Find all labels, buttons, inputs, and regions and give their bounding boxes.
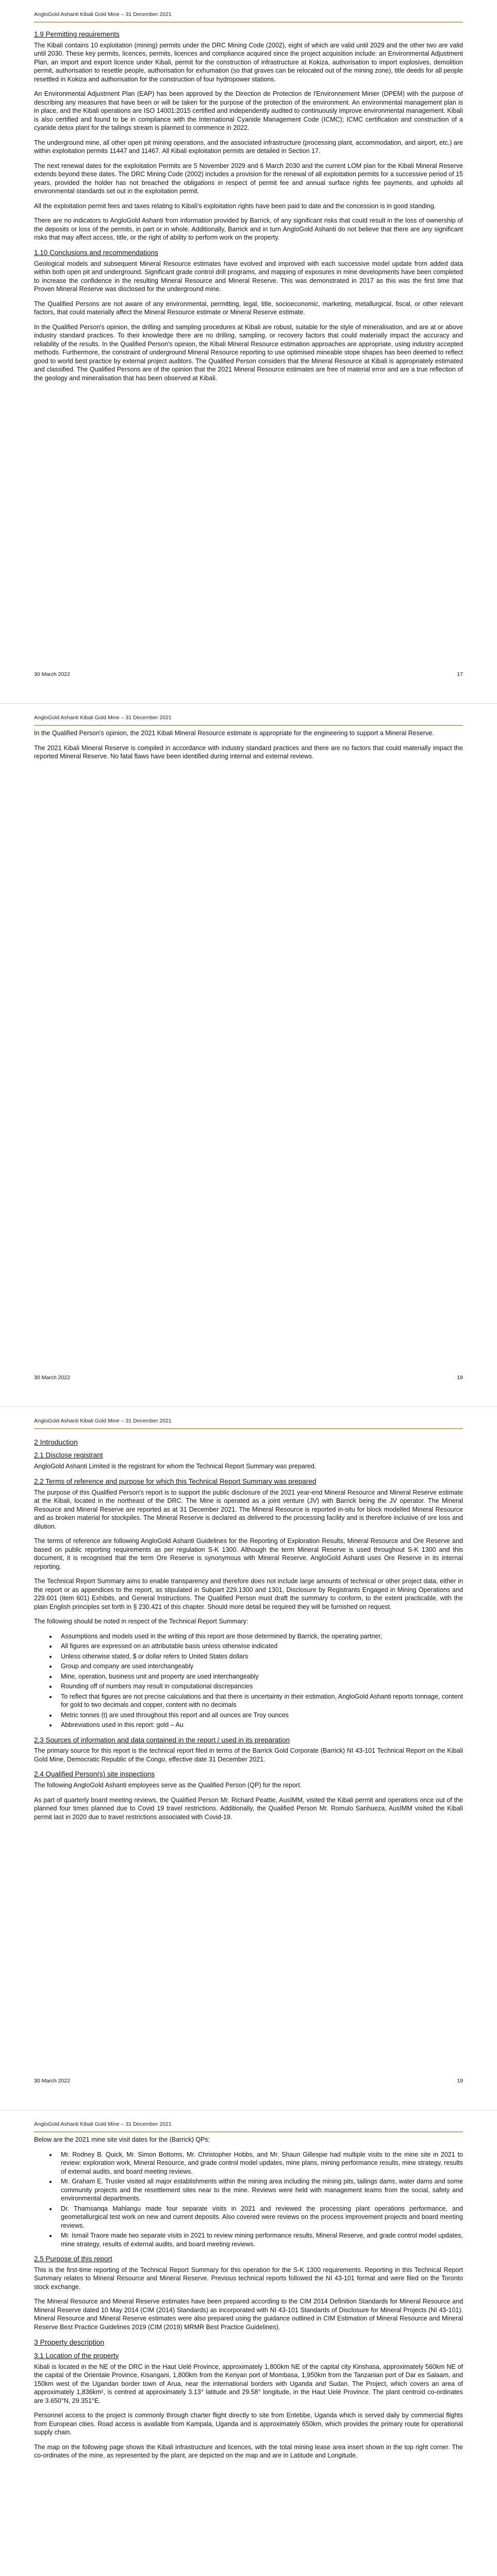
paragraph: The map on the following page shows the Kibali infrastructure and licences, with the total mining lease area insert shown in the top right corner. The co-ordinates of the mine, as represented by the plant, are depicted on the map and are in Latitude and Longitude.	[34, 2443, 463, 2460]
bullet-item: • Assumptions and models used in the writing of this report are those determined by Barrick, the operating partner,	[57, 1632, 463, 1641]
page-header: AngloGold Ashanti Kibali Gold Mine – 31 December 2021	[34, 11, 172, 18]
paragraph: Personnel access to the project is commonly through charter flight directly to site from Entebbe, Uganda which is served daily by commercial flights from European cities. Road access is available from Kampala, Uganda and is approximately 650km, which provides the primary route for operational supply chain.	[34, 2412, 463, 2436]
paragraph: The next renewal dates for the exploitation Permits are 5 November 2029 and 6 March 2030 and the current LOM plan for the Kibali Mineral Reserve extends beyond these dates. The DRC Mining Code (2002) includes a provision for the renewal of all exploitation permits for a successive period of 15 years, provided the holder has not breached the obligations in respect of permit fee and annual surface rights fee payments, and upholds all environmental standards set out in the exploitation permit.	[34, 162, 463, 195]
page-header: AngloGold Ashanti Kibali Gold Mine – 31 December 2021	[34, 1418, 172, 1424]
paragraph: The underground mine, all other open pit mining operations, and the associated infrastructure (processing plant, accommodation, and airport, etc.) are within exploitation permits 11447 and 11467. All Kibali exploitation permits are detailed in Section 17.	[34, 139, 463, 155]
paragraph: The primary source for this report is the technical report filed in terms of the Barrick Gold Corporate (Barrick) NI 43-101 Technical Report on the Kibali Gold Mine, Democratic Republic of the Congo, effective date 31 December 2021.	[34, 1747, 463, 1763]
page-header: AngloGold Ashanti Kibali Gold Mine – 31 December 2021	[34, 715, 172, 721]
document-page	[0, 2110, 497, 2576]
section-heading: 1.10 Conclusions and recommendations	[34, 248, 158, 257]
page-separator	[0, 703, 497, 704]
bullet-item: • Group and company are used interchangeably	[57, 1662, 463, 1671]
header-rule	[34, 725, 463, 726]
page-content	[34, 26, 463, 388]
paragraph: As part of quarterly board meeting reviews, the Qualified Person Mr. Richard Peattie, AusIMM, visited the Kibali permit and operations once out of the planned four times planned due to Covid 19 travel restrictions. Additionally, the Qualified Person Mr. Romulo Sanhueza, AusIMM visited the Kibali permit last in 2020 due to travel restrictions associated with Covid-19.	[34, 1796, 463, 1821]
page-header: AngloGold Ashanti Kibali Gold Mine – 31 December 2021	[34, 2121, 172, 2127]
paragraph: AngloGold Ashanti Limited is the registrant for whom the Technical Report Summary was prepared.	[34, 1463, 317, 1470]
paragraph: The following AngloGold Ashanti employees serve as the Qualified Person (QP) for the report.	[34, 1782, 302, 1789]
paragraph: The Mineral Resource and Mineral Reserve estimates have been prepared according to the CIM 2014 Definition Standards for Mineral Resource and Mineral Reserve dated 10 May 2014 (CIM (2014) Standards) as incorporated with NI 43-101 Standards of Disclosure for Mineral Projects (NI 43-101). Mineral Resource and Mineral Reserve estimates were also prepared using the guidance outlined in CIM Estimation of Mineral Resource and Mineral Reserve Best Practice Guidelines 2019 (CIM (2019) MRMR Best Practice Guidelines).	[34, 2298, 463, 2331]
document-page	[0, 0, 497, 703]
footer-date: 30 March 2022	[34, 2078, 71, 2084]
paragraph: An Environmental Adjustment Plan (EAP) has been approved by the Direction de Protection de l'Environnement Minier (DPEM) with the purpose of describing any measures that have been or will be taken for the purpose of the protection of the environment. An environmental management plan is in place, and the Kibali operations are ISO 14001:2015 certified and independently audited to continuously improve environmental management. Kibali is also certified and found to be in compliance with the International Cyanide Management Code (ICMC); ICMC certification and construction of a cyanide detox plant for the tailings stream is planned to commence in 2022.	[34, 90, 463, 132]
paragraph: All the exploitation permit fees and taxes relating to Kibali's exploitation rights have been paid to date and the concession is in good standing.	[34, 202, 436, 210]
bullet-list	[34, 1632, 463, 1730]
paragraph: There are no indicators to AngloGold Ashanti from information provided by Barrick, of any significant risks that could result in the loss of ownership of the deposits or loss of the permits, in part or in whole. Additionally, Barrick and in turn AngloGold Ashanti do not believe that there are any significant risks that may affect access, title, or the right of ability to perform work on the property.	[34, 217, 463, 242]
section-heading: 2.2 Terms of reference and purpose for which this Technical Report Summary was prepared	[34, 1477, 317, 1485]
page-content	[34, 1432, 463, 1827]
paragraph: The Kibali contains 10 exploitation (mining) permits under the DRC Mining Code (2002), eight of which are valid until 2029 and the other two are valid until 2030. These key permits, licences, permits, licences and compliance acquired since the project acquisition include: an Environmental Adjustment Plan, an import and export licence under Kibali, permit for the construction of infrastructure at Kokiza, authorisation to import explosives, demolition permit, authorisation to resettle people, authorisation for exhumation (so that graves can be relocated out of the mining zone), title deeds for all people resettled in Kokiza and authorisation for the construction of four hydropower stations.	[34, 41, 463, 83]
section-heading: 1.9 Permitting requirements	[34, 30, 120, 38]
bullet-item: • Mine, operation, business unit and property are used interchangeably	[57, 1672, 463, 1681]
header-rule	[34, 2131, 463, 2132]
paragraph: This is the first-time reporting of the Technical Report Summary for this operation for the S-K 1300 requirements. Reporting in this Technical Report Summary relates to Mineral Resource and Mineral Reserve. Previous technical reports followed the NI 43-101 format and were filed on the Toronto stock exchange.	[34, 2266, 463, 2291]
bullet-item: • Mr. Rodney B. Quick, Mr. Simon Bottoms, Mr. Christopher Hobbs, and Mr. Shaun Gillespie had multiple visits to the mine site in 2021 to review: exploration work, Mineral Resource, and grade control model updates, mine plans, mining performance results, mine strategy, results of external audits, and board meeting reviews.	[57, 2150, 463, 2176]
bullet-item: • Abbreviations used in this report: gold – Au	[57, 1721, 463, 1730]
header-rule	[34, 22, 463, 23]
bullet-item: • Mr. Graham E. Trusler visited all major establishments within the mining area including the mining pits, tailings dams, water dams and some community projects and the resettlement sites near to the mine. Reviews were held with management teams from the social, safety and environmental departments.	[57, 2177, 463, 2203]
paragraph: The Technical Report Summary aims to enable transparency and therefore does not include large amounts of technical or other project data, either in the report or as appendices to the report, as stipulated in Subpart 229.1300 and 1301, Disclosure by Registrants Engaged in Mining Operations and 229.601 (item 601) Exhibits, and General Instructions. The Qualified Person must draft the summary to conform, to the extent practicable, with the plain English principles set forth in § 230.421 of this chapter. Should more detail be required they will be furnished on request.	[34, 1578, 463, 1611]
document-page	[0, 1406, 497, 2110]
paragraph: The terms of reference are following AngloGold Ashanti Guidelines for the Reporting of Exploration Results, Mineral Resource and Ore Reserve and based on public reporting requirements as per regulation S-K 1300. Although the term Mineral Reserve is used throughout S-K 1300 and this document, it is recognised that the term Ore Reserve is synonymous with Mineral Reserve. AngloGold Ashanti uses Ore Reserve in its internal reporting.	[34, 1537, 463, 1570]
paragraph: The 2021 Kibali Mineral Reserve is compiled in accordance with industry standard practices and there are no factors that could materially impact the reported Mineral Reserve. No fatal flaws have been identified during internal and external reviews.	[34, 744, 463, 760]
footer-date: 30 March 2022	[34, 671, 71, 677]
bullet-item: • Rounding off of numbers may result in computational discrepancies	[57, 1682, 463, 1691]
section-heading: 3 Property description	[34, 2338, 105, 2347]
section-heading: 3.1 Location of the property	[34, 2351, 119, 2360]
document-page	[0, 703, 497, 1406]
bullet-item: • Metric tonnes (t) are used throughout this report and all ounces are Troy ounces	[57, 1711, 463, 1720]
page-number: 18	[457, 1375, 463, 1381]
section-heading: 2.3 Sources of information and data contained in the report / used in its preparation	[34, 1736, 290, 1744]
paragraph: In the Qualified Person's opinion, the drilling and sampling procedures at Kibali are robust, suitable for the style of mineralisation, and are at or above industry standard practices. To their knowledge there are no drilling, sampling, or recovery factors that could materially impact the accuracy and reliability of the results. In the Qualified Person's opinion, the Kibali Mineral Resource estimation approaches are appropriate, using industry accepted methods. Furthermore, the constraint of underground Mineral Resource reporting to use optimised mineable stope shapes has been deemed to reflect good to world best practice by external project auditors. The Qualified Person considers that the Mineral Resource at Kibali is appropriately estimated and classified. The Qualified Persons are of the opinion that the 2021 Mineral Resource estimates are free of material error and are a true reflection of the geology and mineralisation that has been observed at Kibali.	[34, 323, 463, 382]
page-number: 17	[457, 671, 463, 677]
section-heading: 2.4 Qualified Person(s) site inspections	[34, 1770, 155, 1778]
paragraph: The following should be noted in respect of the Technical Report Summary:	[34, 1618, 248, 1625]
paragraph: Kibali is located in the NE of the DRC in the Haut Uelé Province, approximately 1,800km NE of the capital city Kinshasa, approximately 560km NE of the capital of the Orientale Province, Kisangani, 1,800km from the Kenyan port of Mombasa, 1,950km from the Tanzanian port of Dar es Salaam, and 150km west of the Ugandan border town of Arua, near the international borders with Uganda and Sudan. The Project, which covers an area of approximately 1,836km², is centred at approximately 3.13° latitude and 29.58° longitude, in the Haut Uelé Province. The plant centroid co-ordinates are 3.650°N, 29.351°E.	[34, 2363, 463, 2404]
bullet-item: • Dr. Thamsanqa Mahlangu made four separate visits in 2021 and reviewed the processing plant operations performance, and geometallurgical test work on new and current deposits. Also covered were reviews on the process improvement projects and board meeting reviews.	[57, 2205, 463, 2230]
bullet-item: • Mr. Ismail Traore made two separate visits in 2021 to review mining performance results, Mineral Reserve, and grade control model updates, mine strategy, results of external audits, and board meeting reviews.	[57, 2231, 463, 2248]
footer-date: 30 March 2022	[34, 1375, 71, 1381]
paragraph: The purpose of this Qualified Person's report is to support the public disclosure of the 2021 year-end Mineral Resource and Mineral Reserve estimate at the Kibali, located in the northeast of the DRC. The Mine is operated as a joint venture (JV) with Barrick being the JV operator. The Mineral Resource and Mineral Reserve are reported as at 31 December 2021. The Mineral Resource is reported in-situ for block modelled Mineral Resource and as broken material for stockpiles. The Mineral Reserve is declared as delivered to the processing facility and is therefore inclusive of ore loss and dilution.	[34, 1488, 463, 1530]
page-content	[34, 2136, 463, 2466]
page-number: 19	[457, 2078, 463, 2084]
paragraph: Below are the 2021 mine site visit dates for the (Barrick) QPs:	[34, 2136, 210, 2143]
header-rule	[34, 1428, 463, 1429]
page-separator	[0, 1406, 497, 1407]
section-heading: 2 Introduction	[34, 1438, 78, 1446]
bullet-item: • Unless otherwise stated, $ or dollar refers to United States dollars	[57, 1652, 463, 1661]
bullet-item: • All figures are expressed on an attributable basis unless otherwise indicated	[57, 1642, 463, 1651]
section-heading: 2.1 Disclose registrant	[34, 1451, 103, 1460]
paragraph: In the Qualified Person's opinion, the 2021 Kibali Mineral Resource estimate is appropriate for the engineering to support a Mineral Reserve.	[34, 730, 434, 737]
bullet-item: • To reflect that figures are not precise calculations and that there is uncertainty in their estimation, AngloGold Ashanti reports tonnage, content for gold to two decimals and copper, content with no decimals	[57, 1692, 463, 1709]
bullet-list	[34, 2150, 463, 2249]
section-heading: 2.5 Purpose of this report	[34, 2255, 112, 2263]
paragraph: Geological models and subsequent Mineral Resource estimates have evolved and improved with each successive model update from added data within both open pit and underground. Significant grade control drill programs, and mapping of exposures in mine developments have been completed to increase the confidence in the resulting Mineral Resource and Mineral Reserve. This was demonstrated in 2017 as this was the first time that Proven Mineral Reserve was disclosed for the underground mine.	[34, 260, 463, 293]
paragraph: The Qualified Persons are not aware of any environmental, permitting, legal, title, socioeconomic, marketing, metallurgical, fiscal, or other relevant factors, that could materially affect the Mineral Resource estimate or Mineral Reserve estimate.	[34, 300, 463, 316]
page-content	[34, 729, 463, 767]
